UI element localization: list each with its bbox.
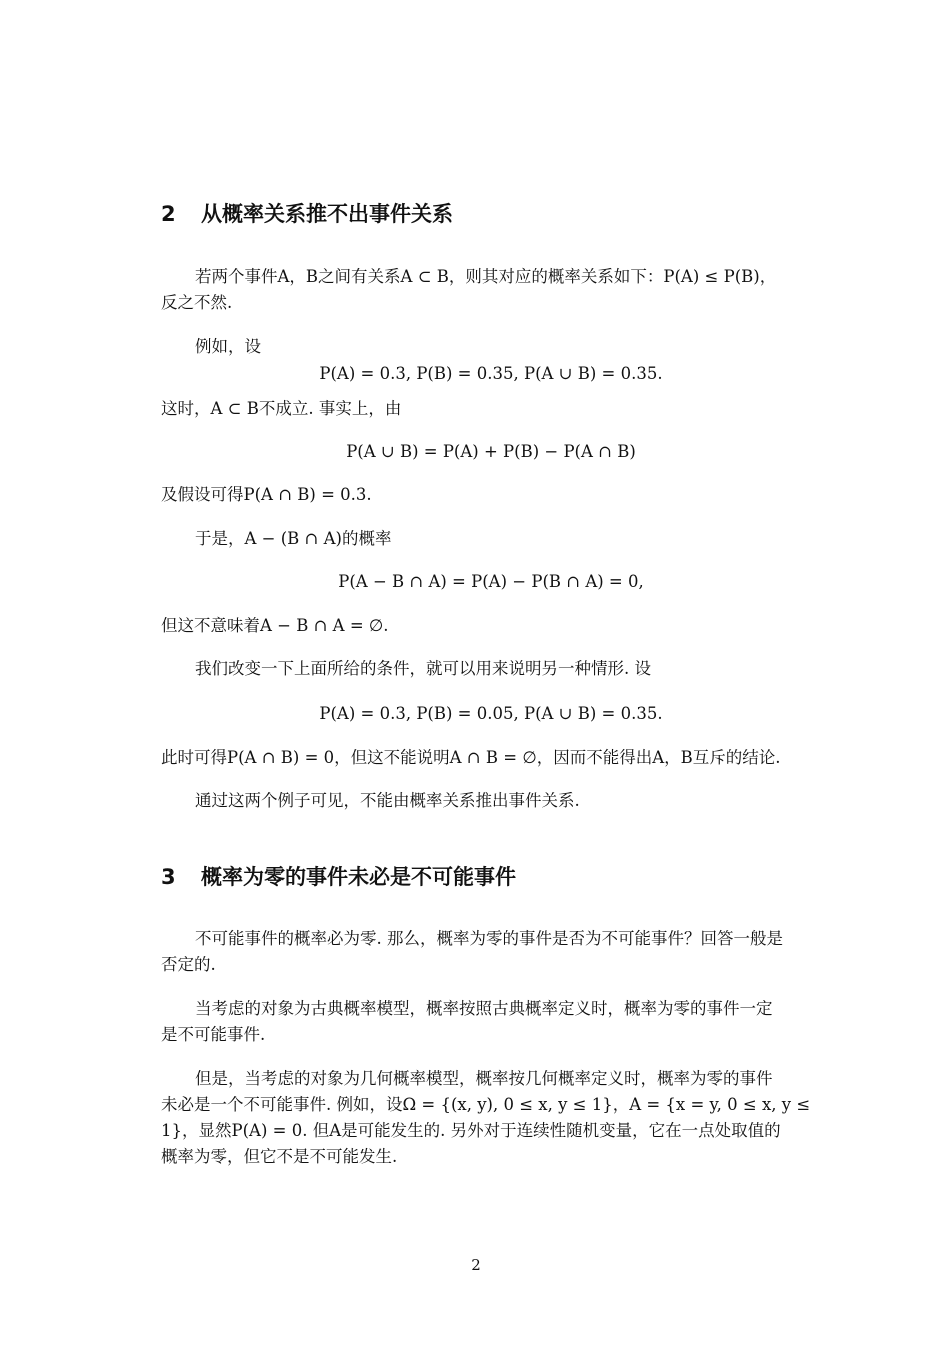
paragraph-line: 不可能事件的概率必为零. 那么，概率为零的事件是否为不可能事件？回答一般是 — [195, 929, 783, 948]
paragraph-line: 是不可能事件. — [161, 1025, 266, 1044]
paragraph-line: 反之不然. — [161, 293, 233, 312]
equation: P(A − B ∩ A) = P(A) − P(B ∩ A) = 0, — [338, 572, 644, 591]
equation: P(A) = 0.3, P(B) = 0.35, P(A ∪ B) = 0.35. — [319, 364, 663, 383]
paragraph-line: 通过这两个例子可见，不能由概率关系推出事件关系. — [195, 791, 580, 810]
paragraph-line: 这时，A ⊂ B不成立. 事实上，由 — [161, 399, 402, 418]
paragraph-line: 未必是一个不可能事件. 例如，设Ω = {(x, y), 0 ≤ x, y ≤ 1}，A = {x = y, 0 ≤ x, y ≤ — [161, 1095, 811, 1114]
paragraph-line: 否定的. — [161, 955, 216, 974]
section-number: 3 — [161, 865, 176, 889]
paragraph-line: 但这不意味着A − B ∩ A = ∅. — [161, 616, 389, 635]
paragraph-line: 当考虑的对象为古典概率模型，概率按照古典概率定义时，概率为零的事件一定 — [195, 999, 773, 1018]
paragraph-line: 但是，当考虑的对象为几何概率模型，概率按几何概率定义时，概率为零的事件 — [195, 1069, 773, 1088]
page-number: 2 — [471, 1256, 481, 1274]
paragraph-line: 于是，A − (B ∩ A)的概率 — [195, 529, 392, 548]
paragraph-line: 若两个事件A，B之间有关系A ⊂ B，则其对应的概率关系如下：P(A) ≤ P(B)， — [195, 267, 777, 286]
paragraph-line: 及假设可得P(A ∩ B) = 0.3. — [161, 485, 372, 504]
section-number: 2 — [161, 202, 176, 226]
paragraph-line: 1}，显然P(A) = 0. 但A是可能发生的. 另外对于连续性随机变量，它在一点处取值的 — [161, 1121, 781, 1140]
section-title: 概率为零的事件未必是不可能事件 — [201, 865, 516, 889]
equation: P(A ∪ B) = P(A) + P(B) − P(A ∩ B) — [346, 442, 636, 461]
section-3-heading — [161, 863, 516, 891]
paragraph-line: 例如，设 — [195, 337, 261, 356]
equation: P(A) = 0.3, P(B) = 0.05, P(A ∪ B) = 0.35. — [319, 704, 663, 723]
paragraph-line: 我们改变一下上面所给的条件，就可以用来说明另一种情形. 设 — [195, 659, 651, 678]
section-2-heading — [161, 200, 453, 228]
section-title: 从概率关系推不出事件关系 — [201, 202, 453, 226]
paragraph-line: 概率为零，但它不是不可能发生. — [161, 1147, 398, 1166]
paragraph-line: 此时可得P(A ∩ B) = 0，但这不能说明A ∩ B = ∅，因而不能得出A，B互斥的结论. — [161, 748, 781, 767]
